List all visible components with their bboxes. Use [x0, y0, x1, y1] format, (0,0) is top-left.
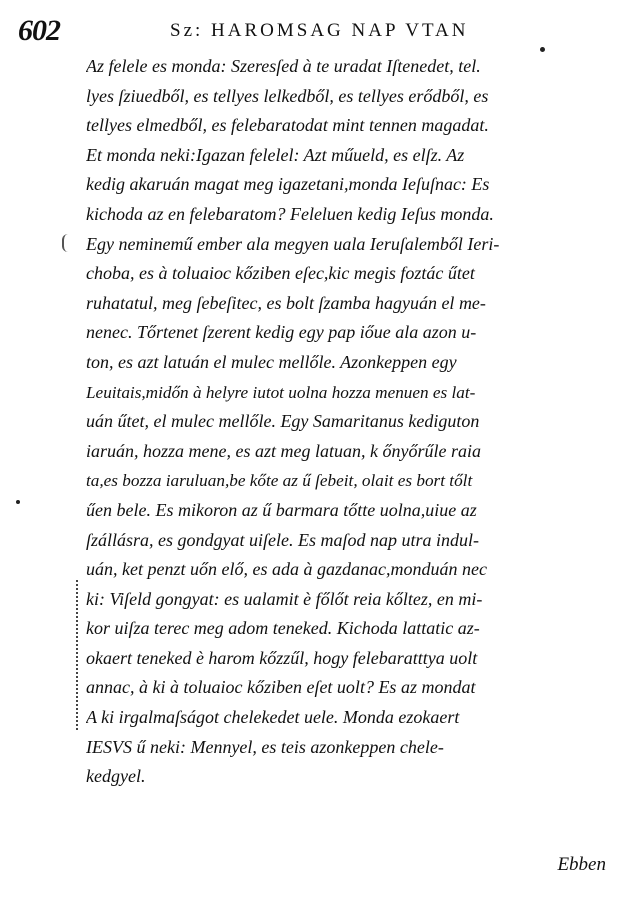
text-line: iaruán, hozza mene, es azt meg latuan, k őnyőrűle raia	[86, 440, 481, 461]
text-line: ta,es bozza iaruluan,be kőte az ű ſebeit, olait es bort tőlt	[86, 471, 473, 491]
catchword: Ebben	[557, 854, 606, 875]
text-line: Leuitais,midőn à helyre iutot uolna hozza menuen es lat-	[86, 382, 476, 402]
text-line: A ki irgalmaſságot chelekedet uele. Monda ezokaert	[86, 707, 460, 728]
text-line: ruhatatul, meg ſebeſitec, es bolt ſzamba hagyuán el me-	[86, 292, 486, 313]
text-line: Egy neminemű ember ala megyen uala Ieruſalemből Ieri-	[86, 233, 500, 254]
text-line: okaert teneked è harom kőzzűl, hogy felebaratttya uolt	[86, 647, 478, 668]
text-line: ki: Viſeld gongyat: es ualamit è főlőt reia kőltez, en mi-	[86, 588, 483, 609]
margin-bracket-mark	[62, 234, 70, 252]
ink-speck	[540, 47, 545, 52]
text-line: lyes ſziuedből, es tellyes lelkedből, es tellyes erődből, es	[86, 85, 489, 106]
text-line: annac, à ki à toluaioc kőziben eſet uolt? Es az mondat	[86, 677, 476, 698]
text-line: ton, es azt latuán el mulec mellőle. Azonkeppen egy	[86, 351, 457, 372]
text-line: kor uiſza terec meg adom teneked. Kichoda lattatic az-	[86, 618, 480, 639]
text-line: IESVS ű neki: Mennyel, es teis azonkeppen chele-	[86, 736, 444, 757]
text-line: uán űtet, el mulec mellőle. Egy Samaritanus kediguton	[86, 411, 480, 432]
page-number: 602	[18, 14, 60, 47]
text-line: kedig akaruán magat meg igazetani,monda Ieſuſnac: Es	[86, 174, 490, 195]
text-line: tellyes elmedből, es felebaratodat mint tennen magadat.	[86, 115, 489, 136]
running-head: Sz: HAROMSAG NAP VTAN	[170, 20, 469, 41]
page-header	[18, 14, 600, 48]
margin-speck-column	[76, 580, 81, 730]
text-line: nenec. Tőrtenet ſzerent kedig egy pap iőue ala azon u-	[86, 322, 477, 343]
text-line: kichoda az en felebaratom? Feleluen kedig Ieſus monda.	[86, 203, 494, 224]
ink-speck	[16, 500, 20, 504]
text-line: űen bele. Es mikoron az ű barmara tőtte uolna,uiue az	[86, 499, 477, 520]
text-line: uán, ket penzt uőn elő, es ada à gazdanac,monduán nec	[86, 559, 487, 580]
text-line: ſzállásra, es gondgyat uiſele. Es maſod nap utra indul-	[86, 529, 479, 550]
body-text	[86, 52, 606, 792]
text-line: Et monda neki:Igazan felelel: Azt műueld, es elſz. Az	[86, 144, 465, 165]
text-line: Az felele es monda: Szeresſed à te uradat Iſtenedet, tel.	[86, 56, 481, 76]
text-line: choba, es à toluaioc kőziben eſec,kic megis foztác űtet	[86, 263, 475, 284]
text-line: kedgyel.	[86, 766, 146, 787]
